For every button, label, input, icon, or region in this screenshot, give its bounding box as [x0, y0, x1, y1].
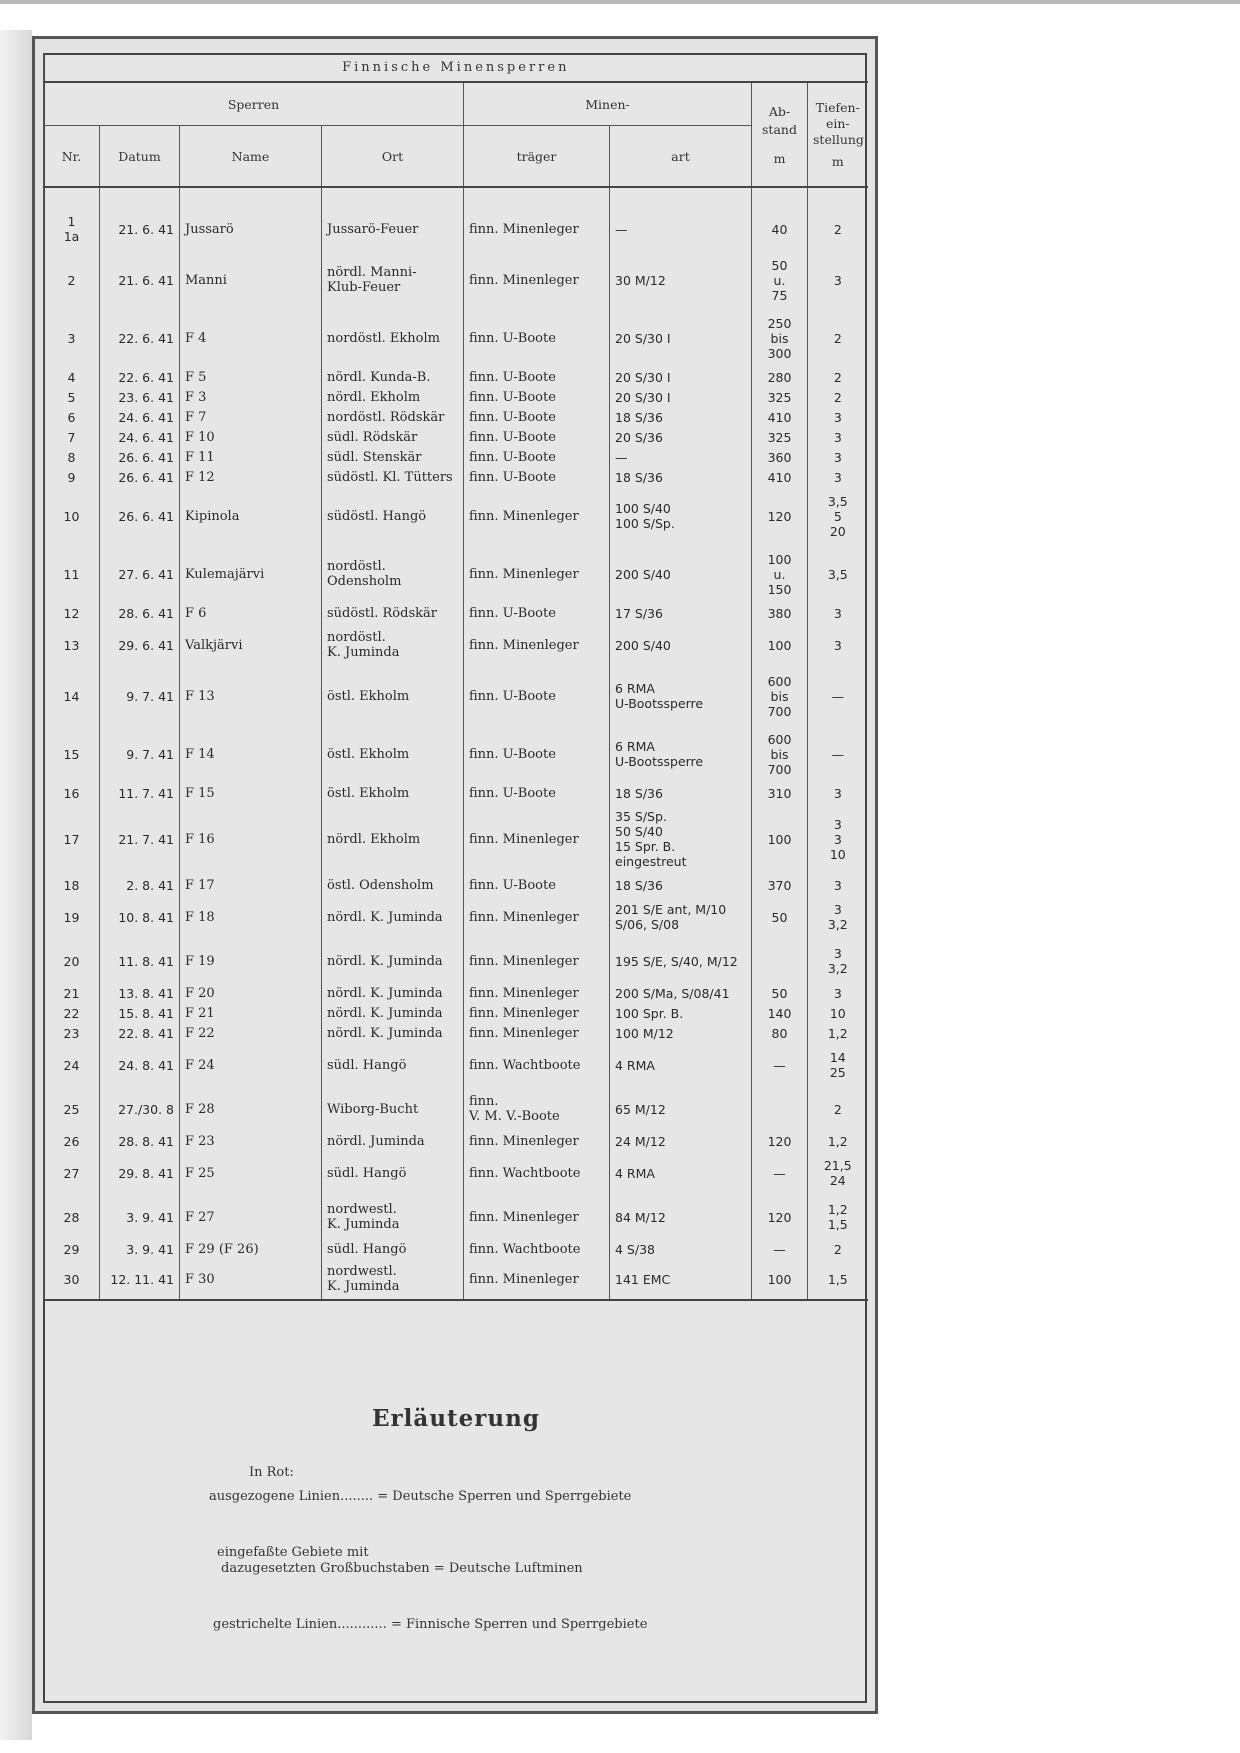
cell-art: 18 S/36: [610, 783, 752, 803]
cell-name: F 4: [180, 309, 322, 367]
cell-datum: 21. 6. 41: [100, 251, 180, 309]
table-row: [44, 1023, 868, 1043]
cell-ort: nördl. K. Juminda: [322, 983, 464, 1003]
cell-tiefe: 3: [808, 623, 868, 667]
cell-datum: 10. 8. 41: [100, 895, 180, 939]
header-abstand-unit: m: [773, 151, 786, 166]
table-row: [44, 1239, 868, 1259]
scan-margin: [0, 30, 32, 1740]
cell-name: F 28: [180, 1087, 322, 1131]
cell-tiefe: 2: [808, 309, 868, 367]
cell-nr: 19: [44, 895, 100, 939]
cell-nr: 30: [44, 1259, 100, 1300]
table-row: [44, 251, 868, 309]
cell-abstand: 250 bis 300: [752, 309, 808, 367]
cell-art: 6 RMA U-Bootssperre: [610, 667, 752, 725]
legend-line-2b: dazugesetzten Großbuchstaben = Deutsche Luftminen: [221, 1561, 583, 1576]
cell-abstand: 120: [752, 487, 808, 545]
cell-datum: 27. 6. 41: [100, 545, 180, 603]
table-row: [44, 939, 868, 983]
cell-datum: 21. 7. 41: [100, 803, 180, 875]
document-page: [32, 36, 878, 1714]
cell-datum: 11. 8. 41: [100, 939, 180, 983]
cell-nr: 8: [44, 447, 100, 467]
cell-traeger: finn. Minenleger: [464, 1023, 610, 1043]
cell-name: F 13: [180, 667, 322, 725]
table-row: [44, 367, 868, 387]
cell-nr: 7: [44, 427, 100, 447]
cell-art: —: [610, 207, 752, 251]
cell-art: 100 S/40 100 S/Sp.: [610, 487, 752, 545]
cell-tiefe: 3: [808, 427, 868, 447]
top-border: [0, 0, 1240, 4]
cell-ort: östl. Ekholm: [322, 667, 464, 725]
cell-ort: Jussarö-Feuer: [322, 207, 464, 251]
cell-abstand: 100: [752, 803, 808, 875]
table-row: [44, 875, 868, 895]
cell-ort: nördl. Kunda-B.: [322, 367, 464, 387]
header-datum: Datum: [100, 126, 180, 188]
cell-name: Jussarö: [180, 207, 322, 251]
legend-title: Erläuterung: [372, 1405, 540, 1432]
cell-ort: südl. Hangö: [322, 1043, 464, 1087]
table-row: [44, 1259, 868, 1300]
cell-datum: 9. 7. 41: [100, 667, 180, 725]
cell-name: F 10: [180, 427, 322, 447]
cell-nr: 24: [44, 1043, 100, 1087]
cell-abstand: —: [752, 1239, 808, 1259]
cell-traeger: finn. Minenleger: [464, 803, 610, 875]
cell-traeger: finn. Minenleger: [464, 895, 610, 939]
cell-nr: 18: [44, 875, 100, 895]
cell-traeger: finn. U-Boote: [464, 407, 610, 427]
cell-traeger: finn. U-Boote: [464, 467, 610, 487]
table-row: [44, 1087, 868, 1131]
legend-line-3: gestrichelte Linien............ = Finnische Sperren und Sperrgebiete: [213, 1617, 648, 1632]
cell-nr: 2: [44, 251, 100, 309]
cell-traeger: finn. U-Boote: [464, 603, 610, 623]
cell-abstand: [752, 1087, 808, 1131]
table-row: [44, 983, 868, 1003]
cell-traeger: finn. Minenleger: [464, 983, 610, 1003]
legend-line-1: ausgezogene Linien........ = Deutsche Sperren und Sperrgebiete: [209, 1489, 632, 1504]
cell-traeger: finn. Minenleger: [464, 1003, 610, 1023]
cell-name: F 17: [180, 875, 322, 895]
header-abstand-label: Ab- stand: [762, 104, 797, 137]
cell-datum: 3. 9. 41: [100, 1195, 180, 1239]
legend: [45, 1329, 867, 1699]
cell-nr: 5: [44, 387, 100, 407]
mine-table: [43, 53, 868, 1301]
cell-nr: 1 1a: [44, 207, 100, 251]
cell-tiefe: 10: [808, 1003, 868, 1023]
table-row: [44, 803, 868, 875]
cell-abstand: 410: [752, 467, 808, 487]
cell-name: Kulemajärvi: [180, 545, 322, 603]
cell-nr: 12: [44, 603, 100, 623]
cell-name: F 11: [180, 447, 322, 467]
cell-ort: südöstl. Kl. Tütters: [322, 467, 464, 487]
cell-traeger: finn. U-Boote: [464, 387, 610, 407]
cell-ort: südl. Stenskär: [322, 447, 464, 467]
cell-tiefe: 2: [808, 387, 868, 407]
cell-name: F 6: [180, 603, 322, 623]
cell-traeger: finn. Minenleger: [464, 939, 610, 983]
cell-ort: nordöstl. Rödskär: [322, 407, 464, 427]
table-row: [44, 725, 868, 783]
cell-ort: nördl. Manni- Klub-Feuer: [322, 251, 464, 309]
cell-datum: 9. 7. 41: [100, 725, 180, 783]
cell-abstand: 50: [752, 895, 808, 939]
cell-ort: nordwestl. K. Juminda: [322, 1195, 464, 1239]
cell-art: 30 M/12: [610, 251, 752, 309]
legend-in-rot: In Rot:: [249, 1465, 294, 1480]
cell-datum: 21. 6. 41: [100, 207, 180, 251]
cell-ort: nördl. K. Juminda: [322, 1003, 464, 1023]
cell-datum: 24. 8. 41: [100, 1043, 180, 1087]
cell-nr: 27: [44, 1151, 100, 1195]
cell-name: F 5: [180, 367, 322, 387]
cell-traeger: finn. Wachtboote: [464, 1239, 610, 1259]
cell-abstand: 600 bis 700: [752, 725, 808, 783]
cell-abstand: 100 u. 150: [752, 545, 808, 603]
cell-nr: 15: [44, 725, 100, 783]
cell-name: F 7: [180, 407, 322, 427]
table-row: [44, 487, 868, 545]
cell-art: 18 S/36: [610, 407, 752, 427]
cell-tiefe: 1,2: [808, 1131, 868, 1151]
cell-nr: 22: [44, 1003, 100, 1023]
cell-art: 4 RMA: [610, 1151, 752, 1195]
table-row: [44, 603, 868, 623]
cell-name: F 24: [180, 1043, 322, 1087]
header-tiefe: [808, 82, 868, 187]
cell-datum: 23. 6. 41: [100, 387, 180, 407]
cell-traeger: finn. U-Boote: [464, 427, 610, 447]
cell-art: 100 M/12: [610, 1023, 752, 1043]
cell-traeger: finn. Minenleger: [464, 207, 610, 251]
cell-traeger: finn. Wachtboote: [464, 1151, 610, 1195]
cell-tiefe: 3 3,2: [808, 895, 868, 939]
table-row: [44, 447, 868, 467]
cell-art: 20 S/30 I: [610, 309, 752, 367]
header-name: Name: [180, 126, 322, 188]
cell-ort: östl. Ekholm: [322, 725, 464, 783]
cell-name: F 29 (F 26): [180, 1239, 322, 1259]
cell-traeger: finn. V. M. V.-Boote: [464, 1087, 610, 1131]
header-nr: Nr.: [44, 126, 100, 188]
cell-ort: nördl. K. Juminda: [322, 1023, 464, 1043]
cell-nr: 17: [44, 803, 100, 875]
cell-art: 200 S/40: [610, 623, 752, 667]
table-row: [44, 545, 868, 603]
cell-tiefe: —: [808, 667, 868, 725]
cell-abstand: 140: [752, 1003, 808, 1023]
cell-datum: 22. 6. 41: [100, 367, 180, 387]
table-row: [44, 1003, 868, 1023]
table-row: [44, 207, 868, 251]
cell-nr: 23: [44, 1023, 100, 1043]
cell-ort: südöstl. Hangö: [322, 487, 464, 545]
cell-ort: nördl. Ekholm: [322, 803, 464, 875]
cell-nr: 14: [44, 667, 100, 725]
cell-abstand: 600 bis 700: [752, 667, 808, 725]
cell-nr: 11: [44, 545, 100, 603]
cell-art: 35 S/Sp. 50 S/40 15 Spr. B. eingestreut: [610, 803, 752, 875]
cell-traeger: finn. U-Boote: [464, 447, 610, 467]
cell-name: F 22: [180, 1023, 322, 1043]
cell-traeger: finn. Minenleger: [464, 1259, 610, 1300]
cell-name: F 14: [180, 725, 322, 783]
cell-abstand: 50 u. 75: [752, 251, 808, 309]
cell-ort: südöstl. Rödskär: [322, 603, 464, 623]
cell-art: 24 M/12: [610, 1131, 752, 1151]
cell-name: F 25: [180, 1151, 322, 1195]
cell-ort: südl. Hangö: [322, 1151, 464, 1195]
cell-datum: 2. 8. 41: [100, 875, 180, 895]
cell-traeger: finn. Minenleger: [464, 1131, 610, 1151]
cell-datum: 28. 8. 41: [100, 1131, 180, 1151]
cell-art: 18 S/36: [610, 467, 752, 487]
cell-name: Valkjärvi: [180, 623, 322, 667]
cell-tiefe: 1,2 1,5: [808, 1195, 868, 1239]
cell-datum: 26. 6. 41: [100, 447, 180, 467]
cell-name: F 12: [180, 467, 322, 487]
cell-name: F 30: [180, 1259, 322, 1300]
table-row: [44, 407, 868, 427]
cell-traeger: finn. U-Boote: [464, 875, 610, 895]
cell-abstand: 50: [752, 983, 808, 1003]
cell-tiefe: 3: [808, 447, 868, 467]
cell-datum: 28. 6. 41: [100, 603, 180, 623]
table-row: [44, 895, 868, 939]
cell-art: 20 S/30 I: [610, 387, 752, 407]
cell-art: 20 S/36: [610, 427, 752, 447]
cell-traeger: finn. Minenleger: [464, 545, 610, 603]
table-row: [44, 309, 868, 367]
cell-name: F 15: [180, 783, 322, 803]
cell-abstand: 80: [752, 1023, 808, 1043]
cell-datum: 22. 6. 41: [100, 309, 180, 367]
cell-ort: Wiborg-Bucht: [322, 1087, 464, 1131]
cell-abstand: 325: [752, 387, 808, 407]
cell-name: F 3: [180, 387, 322, 407]
table-title: Finnische Minensperren: [44, 53, 868, 82]
cell-traeger: finn. Minenleger: [464, 487, 610, 545]
header-minen: Minen-: [464, 82, 752, 126]
cell-traeger: finn. U-Boote: [464, 783, 610, 803]
cell-abstand: —: [752, 1151, 808, 1195]
table-row: [44, 1195, 868, 1239]
cell-tiefe: 2: [808, 1087, 868, 1131]
cell-datum: 22. 8. 41: [100, 1023, 180, 1043]
cell-nr: 6: [44, 407, 100, 427]
cell-ort: nördl. K. Juminda: [322, 939, 464, 983]
cell-art: —: [610, 447, 752, 467]
table-row: [44, 387, 868, 407]
cell-art: 201 S/E ant, M/10 S/06, S/08: [610, 895, 752, 939]
table-row: [44, 1151, 868, 1195]
cell-nr: 3: [44, 309, 100, 367]
legend-line-2a: eingefaßte Gebiete mit: [217, 1545, 369, 1560]
cell-tiefe: 3: [808, 467, 868, 487]
cell-tiefe: 3: [808, 407, 868, 427]
cell-art: 100 Spr. B.: [610, 1003, 752, 1023]
cell-abstand: 120: [752, 1131, 808, 1151]
cell-abstand: [752, 939, 808, 983]
cell-abstand: 410: [752, 407, 808, 427]
cell-art: 200 S/40: [610, 545, 752, 603]
cell-name: F 18: [180, 895, 322, 939]
cell-tiefe: 21,5 24: [808, 1151, 868, 1195]
cell-datum: 24. 6. 41: [100, 407, 180, 427]
cell-datum: 15. 8. 41: [100, 1003, 180, 1023]
cell-name: F 27: [180, 1195, 322, 1239]
cell-datum: 29. 6. 41: [100, 623, 180, 667]
table-row: [44, 667, 868, 725]
cell-art: 65 M/12: [610, 1087, 752, 1131]
cell-traeger: finn. Minenleger: [464, 251, 610, 309]
cell-tiefe: 3,5 5 20: [808, 487, 868, 545]
cell-abstand: 380: [752, 603, 808, 623]
cell-abstand: 40: [752, 207, 808, 251]
cell-art: 6 RMA U-Bootssperre: [610, 725, 752, 783]
cell-abstand: 280: [752, 367, 808, 387]
cell-ort: nordöstl. Ekholm: [322, 309, 464, 367]
cell-art: 141 EMC: [610, 1259, 752, 1300]
cell-ort: südl. Hangö: [322, 1239, 464, 1259]
cell-datum: 13. 8. 41: [100, 983, 180, 1003]
cell-art: 200 S/Ma, S/08/41: [610, 983, 752, 1003]
cell-nr: 25: [44, 1087, 100, 1131]
header-ort: Ort: [322, 126, 464, 188]
table-row: [44, 1131, 868, 1151]
cell-art: 20 S/30 I: [610, 367, 752, 387]
cell-abstand: 100: [752, 1259, 808, 1300]
cell-nr: 21: [44, 983, 100, 1003]
table-row: [44, 623, 868, 667]
table-row: [44, 783, 868, 803]
cell-abstand: 360: [752, 447, 808, 467]
cell-traeger: finn. U-Boote: [464, 367, 610, 387]
cell-ort: östl. Odensholm: [322, 875, 464, 895]
cell-name: F 20: [180, 983, 322, 1003]
cell-nr: 13: [44, 623, 100, 667]
cell-nr: 29: [44, 1239, 100, 1259]
cell-art: 17 S/36: [610, 603, 752, 623]
cell-tiefe: 3,5: [808, 545, 868, 603]
cell-tiefe: 3: [808, 875, 868, 895]
cell-tiefe: 3: [808, 251, 868, 309]
cell-ort: südl. Rödskär: [322, 427, 464, 447]
header-sperren: Sperren: [44, 82, 464, 126]
cell-tiefe: 2: [808, 207, 868, 251]
cell-ort: nördl. K. Juminda: [322, 895, 464, 939]
cell-ort: nordöstl. K. Juminda: [322, 623, 464, 667]
header-tiefe-unit: m: [831, 154, 844, 169]
cell-traeger: finn. U-Boote: [464, 667, 610, 725]
header-art: art: [610, 126, 752, 188]
cell-abstand: 370: [752, 875, 808, 895]
header-abstand: [752, 82, 808, 187]
table-row: [44, 427, 868, 447]
cell-name: F 21: [180, 1003, 322, 1023]
cell-nr: 26: [44, 1131, 100, 1151]
cell-ort: nordöstl. Odensholm: [322, 545, 464, 603]
cell-nr: 16: [44, 783, 100, 803]
cell-datum: 29. 8. 41: [100, 1151, 180, 1195]
cell-nr: 4: [44, 367, 100, 387]
cell-name: F 16: [180, 803, 322, 875]
cell-art: 195 S/E, S/40, M/12: [610, 939, 752, 983]
cell-tiefe: 2: [808, 367, 868, 387]
cell-nr: 20: [44, 939, 100, 983]
cell-datum: 3. 9. 41: [100, 1239, 180, 1259]
cell-abstand: 325: [752, 427, 808, 447]
table-row: [44, 1043, 868, 1087]
cell-tiefe: 3: [808, 783, 868, 803]
cell-abstand: —: [752, 1043, 808, 1087]
cell-datum: 27./30. 8: [100, 1087, 180, 1131]
cell-abstand: 310: [752, 783, 808, 803]
cell-datum: 12. 11. 41: [100, 1259, 180, 1300]
cell-ort: nördl. Juminda: [322, 1131, 464, 1151]
cell-ort: nordwestl. K. Juminda: [322, 1259, 464, 1300]
cell-art: 4 RMA: [610, 1043, 752, 1087]
cell-ort: östl. Ekholm: [322, 783, 464, 803]
cell-abstand: 100: [752, 623, 808, 667]
cell-art: 18 S/36: [610, 875, 752, 895]
cell-ort: nördl. Ekholm: [322, 387, 464, 407]
cell-name: F 23: [180, 1131, 322, 1151]
cell-art: 4 S/38: [610, 1239, 752, 1259]
cell-traeger: finn. Minenleger: [464, 1195, 610, 1239]
cell-tiefe: 1,5: [808, 1259, 868, 1300]
cell-tiefe: 2: [808, 1239, 868, 1259]
cell-datum: 26. 6. 41: [100, 467, 180, 487]
cell-traeger: finn. Wachtboote: [464, 1043, 610, 1087]
table-body: [44, 187, 868, 1300]
cell-datum: 11. 7. 41: [100, 783, 180, 803]
cell-nr: 28: [44, 1195, 100, 1239]
cell-traeger: finn. U-Boote: [464, 725, 610, 783]
cell-tiefe: 3: [808, 983, 868, 1003]
cell-name: Manni: [180, 251, 322, 309]
cell-name: Kipinola: [180, 487, 322, 545]
table-row: [44, 467, 868, 487]
cell-tiefe: 3 3,2: [808, 939, 868, 983]
cell-tiefe: —: [808, 725, 868, 783]
cell-tiefe: 3: [808, 603, 868, 623]
cell-tiefe: 1,2: [808, 1023, 868, 1043]
table-spacer: [44, 187, 868, 207]
cell-traeger: finn. U-Boote: [464, 309, 610, 367]
cell-name: F 19: [180, 939, 322, 983]
header-traeger: träger: [464, 126, 610, 188]
cell-nr: 10: [44, 487, 100, 545]
cell-nr: 9: [44, 467, 100, 487]
cell-tiefe: 3 3 10: [808, 803, 868, 875]
cell-datum: 26. 6. 41: [100, 487, 180, 545]
header-tiefe-label: Tiefen- ein- stellung: [813, 100, 864, 147]
cell-abstand: 120: [752, 1195, 808, 1239]
cell-datum: 24. 6. 41: [100, 427, 180, 447]
cell-tiefe: 14 25: [808, 1043, 868, 1087]
cell-traeger: finn. Minenleger: [464, 623, 610, 667]
cell-art: 84 M/12: [610, 1195, 752, 1239]
